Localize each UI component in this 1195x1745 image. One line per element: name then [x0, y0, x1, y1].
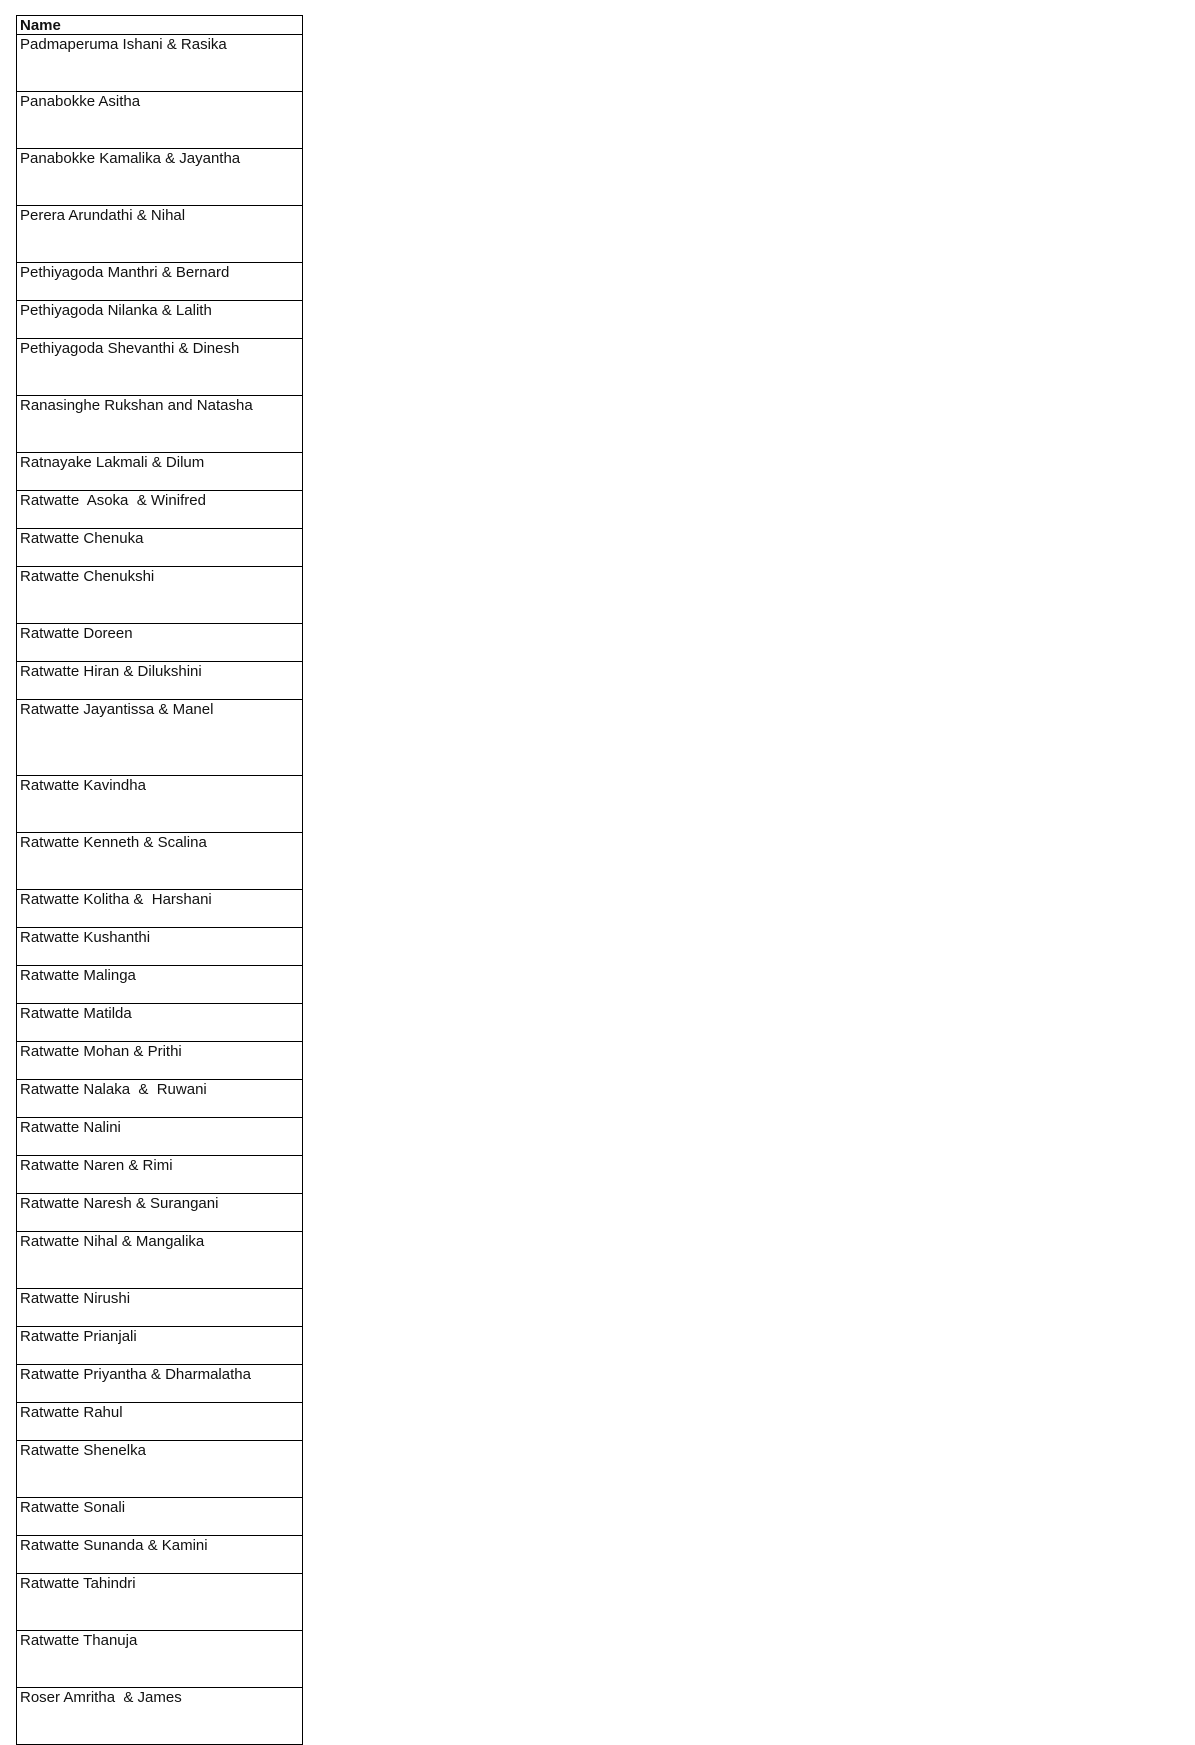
table-row: [17, 1498, 303, 1536]
name-cell: Ratwatte Matilda: [17, 1004, 303, 1042]
table-row: [17, 1574, 303, 1631]
table-row: [17, 928, 303, 966]
table-row: [17, 453, 303, 491]
name-cell: Ratwatte Priyantha & Dharmalatha: [17, 1365, 303, 1403]
table-row: [17, 662, 303, 700]
name-table: [16, 15, 303, 1745]
name-cell: Ratwatte Kenneth & Scalina: [17, 833, 303, 890]
name-cell: Ratwatte Naresh & Surangani: [17, 1194, 303, 1232]
table-row: [17, 206, 303, 263]
name-cell: Ratwatte Thanuja: [17, 1631, 303, 1688]
table-row: [17, 1118, 303, 1156]
table-row: [17, 624, 303, 662]
table-row: [17, 1232, 303, 1289]
name-cell: Panabokke Kamalika & Jayantha: [17, 149, 303, 206]
name-cell: Ratwatte Kolitha & Harshani: [17, 890, 303, 928]
name-cell: Pethiyagoda Manthri & Bernard: [17, 263, 303, 301]
table-row: [17, 35, 303, 92]
table-row: [17, 92, 303, 149]
table-row: [17, 1536, 303, 1574]
column-header-name: Name: [17, 16, 303, 35]
name-cell: Ratwatte Mohan & Prithi: [17, 1042, 303, 1080]
name-cell: Ratwatte Asoka & Winifred: [17, 491, 303, 529]
name-cell: Ratwatte Sonali: [17, 1498, 303, 1536]
name-cell: Ratwatte Prianjali: [17, 1327, 303, 1365]
table-row: [17, 1365, 303, 1403]
table-row: [17, 1631, 303, 1688]
table-row: [17, 339, 303, 396]
name-cell: Ratwatte Nalaka & Ruwani: [17, 1080, 303, 1118]
name-cell: Ratwatte Kushanthi: [17, 928, 303, 966]
table-row: [17, 301, 303, 339]
name-cell: Ratwatte Chenukshi: [17, 567, 303, 624]
name-cell: Ratwatte Hiran & Dilukshini: [17, 662, 303, 700]
table-row: [17, 1403, 303, 1441]
name-cell: Pethiyagoda Shevanthi & Dinesh: [17, 339, 303, 396]
table-row: [17, 890, 303, 928]
name-cell: Pethiyagoda Nilanka & Lalith: [17, 301, 303, 339]
table-row: [17, 149, 303, 206]
table-row: [17, 567, 303, 624]
table-row: [17, 396, 303, 453]
table-row: [17, 529, 303, 567]
header-row: [17, 16, 303, 35]
table-row: [17, 1042, 303, 1080]
table-row: [17, 1194, 303, 1232]
name-cell: Ratwatte Rahul: [17, 1403, 303, 1441]
name-cell: Perera Arundathi & Nihal: [17, 206, 303, 263]
name-cell: Roser Amritha & James: [17, 1688, 303, 1745]
name-cell: Ratnayake Lakmali & Dilum: [17, 453, 303, 491]
name-cell: Padmaperuma Ishani & Rasika: [17, 35, 303, 92]
table-row: [17, 1080, 303, 1118]
name-cell: Ranasinghe Rukshan and Natasha: [17, 396, 303, 453]
name-cell: Ratwatte Nirushi: [17, 1289, 303, 1327]
table-row: [17, 1289, 303, 1327]
table-row: [17, 1441, 303, 1498]
name-cell: Ratwatte Tahindri: [17, 1574, 303, 1631]
name-cell: Ratwatte Sunanda & Kamini: [17, 1536, 303, 1574]
name-cell: Ratwatte Malinga: [17, 966, 303, 1004]
table-row: [17, 966, 303, 1004]
table-row: [17, 1004, 303, 1042]
table-row: [17, 776, 303, 833]
table-row: [17, 1156, 303, 1194]
table-row: [17, 263, 303, 301]
name-cell: Ratwatte Chenuka: [17, 529, 303, 567]
name-list-sheet: [16, 15, 303, 1745]
name-cell: Ratwatte Nalini: [17, 1118, 303, 1156]
name-cell: Ratwatte Kavindha: [17, 776, 303, 833]
name-cell: Ratwatte Jayantissa & Manel: [17, 700, 303, 776]
name-rows: [17, 35, 303, 1745]
name-cell: Ratwatte Shenelka: [17, 1441, 303, 1498]
table-row: [17, 1327, 303, 1365]
name-cell: Ratwatte Doreen: [17, 624, 303, 662]
name-cell: Panabokke Asitha: [17, 92, 303, 149]
table-row: [17, 833, 303, 890]
name-cell: Ratwatte Nihal & Mangalika: [17, 1232, 303, 1289]
table-row: [17, 700, 303, 776]
name-cell: Ratwatte Naren & Rimi: [17, 1156, 303, 1194]
table-row: [17, 491, 303, 529]
table-row: [17, 1688, 303, 1745]
